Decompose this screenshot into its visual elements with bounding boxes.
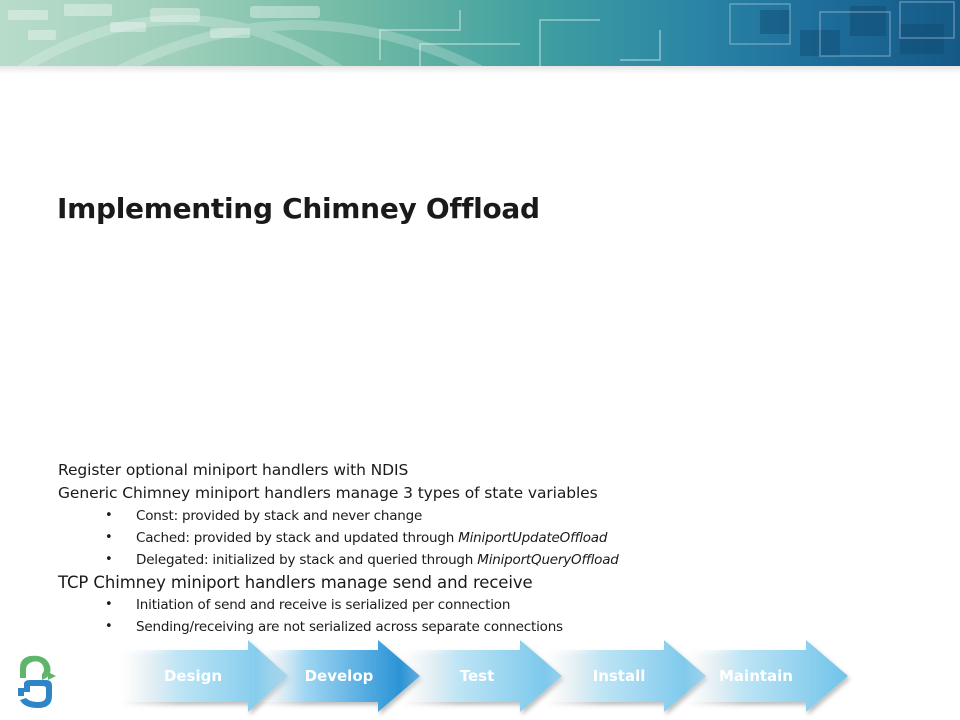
sub-list-text: Sending/receiving are not serialized across separate connections xyxy=(136,619,563,635)
bullet-icon: • xyxy=(105,552,113,567)
slide-title: Implementing Chimney Offload xyxy=(57,192,540,225)
bullet-icon: • xyxy=(105,619,113,634)
banner-pattern xyxy=(0,0,960,66)
stage-label-active: Develop xyxy=(304,667,374,685)
stage-label: Design xyxy=(163,667,223,685)
sub-list-item xyxy=(58,549,918,571)
list-item: Generic Chimney miniport handlers manage 3 types of state variables xyxy=(58,484,598,502)
sub-list-text: Cached: provided by stack and updated through xyxy=(136,530,459,546)
banner-shadow xyxy=(0,66,960,74)
slide-body xyxy=(58,459,918,638)
list-item: Register optional miniport handlers with NDIS xyxy=(58,461,409,479)
sub-list-text: Const: provided by stack and never change xyxy=(136,508,423,524)
stage-label: Install xyxy=(592,667,646,685)
sub-list-item xyxy=(58,594,918,616)
function-name: MiniportQueryOffload xyxy=(477,552,619,568)
stage-label: Test xyxy=(459,667,495,685)
function-name: MiniportUpdateOffload xyxy=(458,530,608,546)
sub-list-text: Delegated: initialized by stack and queried through xyxy=(136,552,478,568)
process-bar xyxy=(0,636,960,720)
sub-list-item xyxy=(58,527,918,549)
bullet-icon: • xyxy=(105,530,113,545)
bullet-icon: • xyxy=(105,597,113,612)
sub-list-text: Initiation of send and receive is serialized per connection xyxy=(136,597,511,613)
sub-list-item xyxy=(58,505,918,527)
stage-label: Maintain xyxy=(719,667,793,685)
list-item: TCP Chimney miniport handlers manage send and receive xyxy=(58,573,533,592)
bullet-icon: • xyxy=(105,508,113,523)
header-banner xyxy=(0,0,960,66)
sub-list-item xyxy=(58,616,918,638)
